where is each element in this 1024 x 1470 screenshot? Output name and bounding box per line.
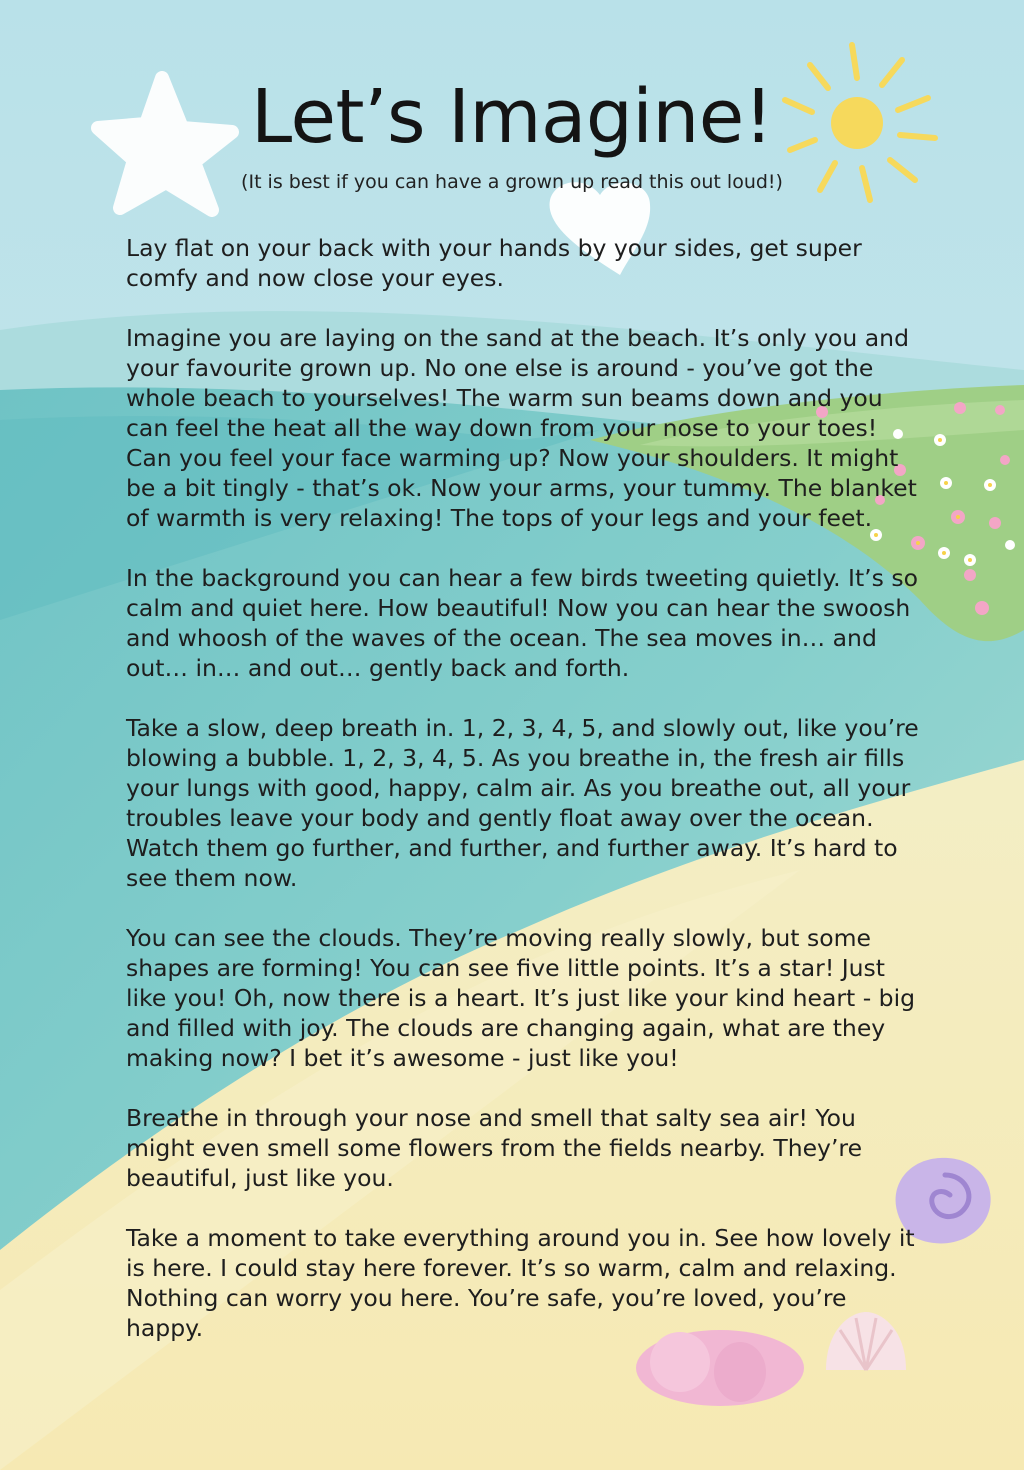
paragraph [126,713,926,893]
text-line: be a bit tingly - that’s ok. Now your arms, your tummy. The blanket [126,474,917,502]
paragraph [126,923,926,1073]
paragraph [126,233,926,293]
text-line: shapes are forming! You can see five little points. It’s a star! Just [126,954,885,982]
text-line: happy. [126,1314,204,1342]
text-line: and filled with joy. The clouds are changing again, what are they [126,1014,886,1042]
text-line: troubles leave your body and gently float away over the ocean. [126,804,874,832]
text-line: Take a slow, deep breath in. 1, 2, 3, 4, 5, and slowly out, like you’re [126,714,919,742]
text-line: calm and quiet here. How beautiful! Now you can hear the swoosh [126,594,911,622]
paragraph [126,323,926,533]
text-line: blowing a bubble. 1, 2, 3, 4, 5. As you breathe in, the fresh air fills [126,744,905,772]
text-line: Lay flat on your back with your hands by your sides, get super [126,234,862,262]
text-line: beautiful, just like you. [126,1164,394,1192]
text-line: Breathe in through your nose and smell that salty sea air! You [126,1104,856,1132]
text-line: like you! Oh, now there is a heart. It’s just like your kind heart - big [126,984,916,1012]
page-title: Let’s Imagine! [251,74,773,160]
text-line: whole beach to yourselves! The warm sun beams down and you [126,384,883,412]
text-line: your favourite grown up. No one else is around - you’ve got the [126,354,874,382]
page-subtitle: (It is best if you can have a grown up read this out loud!) [241,171,783,193]
text-line: and whoosh of the waves of the ocean. The sea moves in… and [126,624,877,652]
text-line: can feel the heat all the way down from your nose to your toes! [126,414,878,442]
paragraph [126,1103,926,1193]
story-text [126,233,926,1373]
paragraph [126,1223,926,1343]
text-line: Watch them go further, and further, and further away. It’s hard to [126,834,898,862]
text-line: Imagine you are laying on the sand at the beach. It’s only you and [126,324,909,352]
text-line: Can you feel your face warming up? Now your shoulders. It might [126,444,899,472]
text-line: see them now. [126,864,298,892]
text-line: making now? I bet it’s awesome - just like you! [126,1044,679,1072]
text-line: your lungs with good, happy, calm air. As you breathe out, all your [126,774,911,802]
text-line: Take a moment to take everything around you in. See how lovely it [126,1224,915,1252]
text-line: In the background you can hear a few birds tweeting quietly. It’s so [126,564,918,592]
text-line: of warmth is very relaxing! The tops of your legs and your feet. [126,504,873,532]
text-line: comfy and now close your eyes. [126,264,504,292]
text-line: You can see the clouds. They’re moving really slowly, but some [126,924,871,952]
text-line: is here. I could stay here forever. It’s so warm, calm and relaxing. [126,1254,897,1282]
text-line: out… in… and out… gently back and forth. [126,654,630,682]
paragraph [126,563,926,683]
text-line: Nothing can worry you here. You’re safe, you’re loved, you’re [126,1284,847,1312]
text-line: might even smell some flowers from the fields nearby. They’re [126,1134,863,1162]
